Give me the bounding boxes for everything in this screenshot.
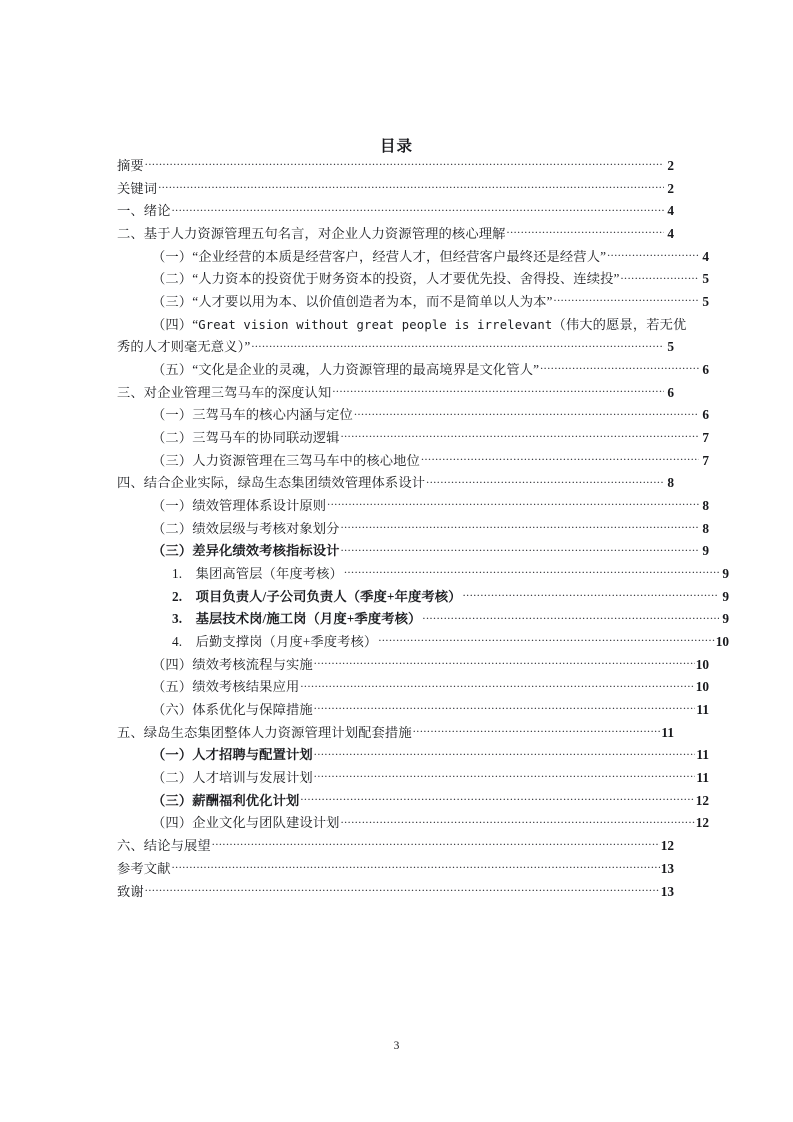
toc-dot-leader	[421, 451, 699, 464]
toc-dot-leader	[314, 655, 695, 668]
toc-dot-leader	[413, 724, 661, 737]
toc-entry-label: （四）企业文化与团队建设计划	[152, 815, 340, 831]
toc-entry[interactable]	[117, 450, 709, 473]
toc-entry-label: （一）三驾马车的核心内涵与定位	[152, 407, 353, 423]
toc-entry-label: （一）绩效管理体系设计原则	[152, 498, 327, 514]
toc-dot-leader	[341, 519, 699, 532]
page-number-footer: 3	[393, 1040, 400, 1052]
toc-entry-label: 四、结合企业实际，绿岛生态集团绩效管理体系设计	[117, 475, 426, 491]
toc-entry-label: 关键词	[117, 180, 158, 196]
toc-page-number: 8	[702, 498, 709, 514]
toc-dot-leader	[314, 746, 696, 759]
toc-dot-leader	[341, 814, 695, 827]
toc-entry-label: 二、基于人力资源管理五句名言，对企业人力资源管理的核心理解	[117, 226, 506, 242]
toc-entry[interactable]	[117, 382, 674, 405]
toc-dot-leader	[426, 474, 664, 487]
toc-dot-leader	[327, 497, 699, 510]
toc-entry-label: 一、绪论	[117, 203, 171, 219]
toc-page-number: 4	[702, 248, 709, 264]
toc-entry-label: （四）“Great vision without great people is irrelevant（伟大的愿景，若无优	[152, 316, 687, 332]
toc-entry-label: 摘要	[117, 158, 144, 173]
toc-entry-label: 六、结论与展望	[117, 838, 211, 854]
toc-entry[interactable]	[117, 563, 729, 586]
toc-entry-label: （三）“人才要以用为本、以价值创造者为本，而不是简单以人为本”	[152, 294, 553, 310]
toc-page-number: 11	[696, 770, 709, 786]
toc-entry-label: （五）绩效考核结果应用	[152, 679, 300, 695]
toc-page-number: 8	[702, 520, 709, 536]
toc-dot-leader	[540, 361, 699, 374]
toc-page-number: 5	[702, 294, 709, 310]
toc-entry-label: （二）三驾马车的协同联动逻辑	[152, 430, 340, 446]
toc-entry-label: 致谢	[117, 883, 144, 899]
toc-dot-leader	[341, 429, 699, 442]
toc-dot-leader	[300, 678, 694, 691]
toc-entry[interactable]	[117, 744, 709, 767]
toc-dot-leader	[621, 270, 700, 283]
toc-dot-leader	[332, 383, 664, 396]
toc-page-number: 6	[667, 384, 674, 400]
toc-page-number: 9	[722, 588, 729, 604]
toc-entry-label: （二）人才培训与发展计划	[152, 770, 313, 786]
toc-entry-label: 2. 项目负责人/子公司负责人（季度+年度考核）	[172, 588, 462, 604]
toc-page-number: 9	[722, 566, 729, 582]
toc-page-number: 12	[660, 838, 674, 854]
toc-page-number: 7	[702, 430, 709, 446]
toc-page-number: 13	[660, 860, 674, 876]
toc-page-number: 10	[695, 656, 709, 672]
toc-dot-leader	[378, 633, 714, 646]
toc-entry[interactable]	[117, 722, 674, 745]
toc-dot-leader	[341, 542, 699, 555]
toc-page-number: 2	[667, 158, 674, 173]
toc-entry[interactable]	[117, 835, 674, 858]
toc-entry[interactable]	[117, 586, 729, 609]
toc-dot-leader	[300, 792, 694, 805]
toc-page-number: 11	[661, 724, 674, 740]
toc-page-number: 8	[667, 475, 674, 491]
toc-entry-label: （二）绩效层级与考核对象划分	[152, 520, 340, 536]
toc-entry[interactable]	[117, 314, 687, 359]
toc-page-number: 11	[696, 747, 709, 763]
toc-page-number: 10	[715, 634, 729, 650]
toc-entry[interactable]	[117, 200, 674, 223]
toc-entry[interactable]	[117, 518, 709, 541]
toc-page-number: 11	[696, 702, 709, 718]
toc-entry[interactable]	[117, 608, 729, 631]
toc-entry[interactable]	[117, 246, 709, 269]
toc-entry[interactable]	[117, 631, 729, 654]
toc-entry-label: （四）绩效考核流程与实施	[152, 656, 313, 672]
toc-page-number: 7	[702, 452, 709, 468]
toc-dot-leader	[607, 247, 699, 260]
toc-entry[interactable]	[117, 858, 674, 881]
toc-entry-label: 三、对企业管理三驾马车的深度认知	[117, 384, 332, 400]
toc-dot-leader	[554, 293, 699, 306]
toc-entry[interactable]	[117, 472, 674, 495]
toc-page-number: 9	[722, 611, 729, 627]
toc-entry-label: 五、绿岛生态集团整体人力资源管理计划配套措施	[117, 724, 412, 740]
toc-dot-leader	[344, 565, 719, 578]
toc-page-number: 12	[695, 792, 709, 808]
toc-entry[interactable]	[117, 359, 709, 382]
toc-entry[interactable]	[117, 404, 709, 427]
toc-entry[interactable]	[117, 699, 709, 722]
toc-entry[interactable]	[117, 495, 709, 518]
toc-dot-leader	[145, 157, 664, 170]
toc-entry-label: 参考文献	[117, 860, 171, 876]
toc-dot-leader	[172, 202, 664, 215]
toc-dot-leader	[314, 769, 696, 782]
page-title: 目录	[379, 138, 413, 155]
toc-entry-label: （一）“企业经营的本质是经营客户，经营人才，但经营客户最终还是经营人”	[152, 248, 607, 264]
toc-entry[interactable]	[117, 178, 674, 201]
toc-entry[interactable]	[117, 812, 709, 835]
toc-entry[interactable]	[117, 767, 709, 790]
toc-entry-label: （三）人力资源管理在三驾马车中的核心地位	[152, 452, 420, 468]
toc-entry-label: （六）体系优化与保障措施	[152, 702, 313, 718]
toc-entry-label: （二）“人力资本的投资优于财务资本的投资，人才要优先投、舍得投、连续投”	[152, 271, 620, 287]
toc-page-number: 2	[667, 180, 674, 196]
toc-entry-label: 1. 集团高管层（年度考核）	[172, 566, 343, 582]
toc-page-number: 4	[667, 226, 674, 242]
toc-entry[interactable]	[117, 881, 674, 904]
toc-entry[interactable]	[117, 155, 674, 178]
toc-page-number: 6	[702, 362, 709, 378]
toc-page-number: 10	[695, 679, 709, 695]
toc-entry-label: 3. 基层技术岗/施工岗（月度+季度考核）	[172, 611, 422, 627]
toc-entry-label: 秀的人才则毫无意义）”	[117, 339, 251, 355]
toc-entry[interactable]	[117, 790, 709, 813]
toc-entry[interactable]	[117, 223, 674, 246]
toc-dot-leader	[422, 610, 719, 623]
toc-entry-label: （三）差异化绩效考核指标设计	[152, 543, 340, 559]
toc-dot-leader	[158, 179, 664, 192]
toc-entry-continuation[interactable]	[117, 336, 674, 359]
toc-page-number: 5	[702, 271, 709, 287]
table-of-contents	[117, 155, 729, 903]
toc-entry[interactable]	[117, 291, 709, 314]
toc-entry[interactable]	[117, 427, 709, 450]
toc-dot-leader	[251, 338, 664, 351]
toc-entry[interactable]	[117, 676, 709, 699]
toc-page-number: 4	[667, 203, 674, 219]
toc-dot-leader	[463, 587, 719, 600]
toc-page-number: 9	[702, 543, 709, 559]
toc-entry[interactable]	[117, 540, 709, 563]
toc-dot-leader	[172, 860, 660, 873]
toc-page-number: 13	[660, 883, 674, 899]
toc-page-number: 6	[702, 407, 709, 423]
toc-dot-leader	[212, 837, 660, 850]
toc-entry-label: 4. 后勤支撑岗（月度+季度考核）	[172, 634, 378, 650]
toc-entry-label: （五）“文化是企业的灵魂，人力资源管理的最高境界是文化管人”	[152, 362, 540, 378]
toc-entry[interactable]	[117, 654, 709, 677]
toc-entry-label: （三）薪酬福利优化计划	[152, 792, 300, 808]
toc-dot-leader	[145, 882, 660, 895]
toc-page-number: 12	[695, 815, 709, 831]
toc-dot-leader	[507, 225, 664, 238]
toc-entry[interactable]	[117, 268, 709, 291]
toc-page-number: 5	[667, 339, 674, 355]
toc-dot-leader	[354, 406, 699, 419]
toc-dot-leader	[314, 701, 696, 714]
toc-entry-label: （一）人才招聘与配置计划	[152, 747, 313, 763]
